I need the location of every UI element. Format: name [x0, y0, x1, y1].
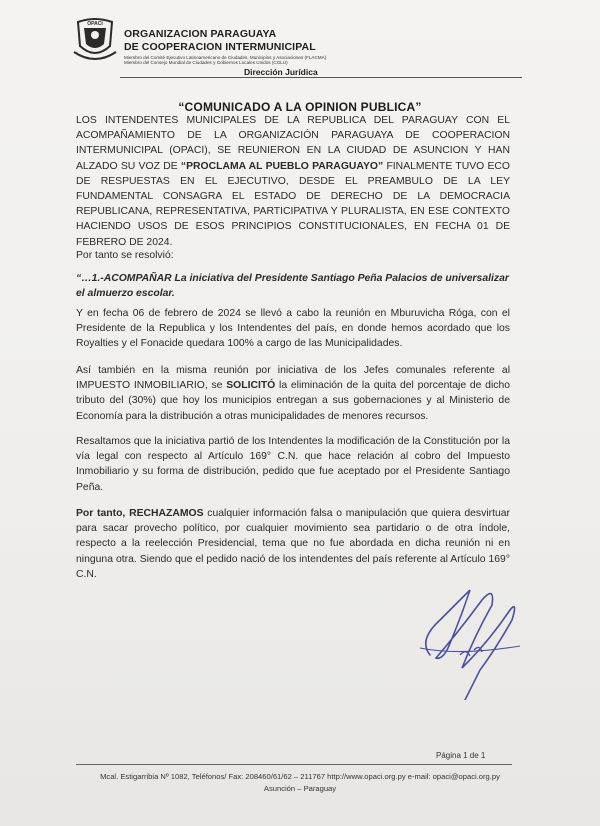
organization-memberships [124, 55, 326, 66]
opaci-logo [70, 16, 120, 64]
page-number: Página 1 de 1 [436, 751, 486, 760]
intro-paragraph [76, 113, 510, 250]
header-divider [120, 77, 522, 78]
intro-text: LOS INTENDENTES MUNICIPALES DE LA REPUBLICA DEL PARAGUAY CON EL ACOMPAÑAMIENTO DE LA ORGANIZACIÓN PARAGUAYA DE COOPERACION INTERMUNICIPAL (OPACI), SE REUNIERON EN LA CIUDAD DE ASUNCION Y HAN ALZADO SU VOZ DE [76, 115, 510, 172]
organization-name [124, 28, 316, 54]
footer-divider [76, 764, 512, 765]
logo-text: OPACI [87, 21, 103, 27]
signature-image [400, 560, 540, 700]
p4-text: cualquier información falsa o manipulación que quiera desvirtuar para sacar provecho político, por cualquier movimiento sea partidario o de otra índole, respecto a la reelección Presidencial, tema que no fue abordada en dicha reunión ni en ninguna otra. Siendo que el pedido nació de los intendentes del país referente al Artículo 169° C.N. [76, 508, 510, 580]
document-title: “COMUNICADO A LA OPINION PUBLICA” [178, 100, 422, 114]
p2-solicited: SOLICITÓ [226, 380, 276, 392]
intro-proclamation: “PROCLAMA AL PUEBLO PARAGUAYO” [180, 160, 384, 172]
member-line-1: Miembro del Comité Ejecutivo Latinoamericano de Ciudades, Municipios y Asociaciones (FLACMA) [124, 55, 327, 60]
paragraph-property-tax [76, 363, 510, 424]
p2-text-b: la eliminación de la quita del porcentaje de dicho tributo del (30%) que hoy los municipios entregan a sus gobernaciones y al Ministerio de Economía para la distribución a otras municipalidades de menores recursos. [76, 380, 511, 422]
resolved-heading: Por tanto se resolvió: [76, 250, 174, 261]
p4-therefore: Por tanto, [76, 508, 126, 519]
paragraph-constitution: Resaltamos que la iniciativa partió de los Intendentes la modificación de la Constitución por la vía legal con respecto al Artículo 169° C.N. que hace relación al cobro del Impuesto Inmobiliario y su forma de distribución, pedido que fue aceptado por el Presidente Santiago Peña. [76, 436, 510, 493]
department-label: Dirección Jurídica [244, 67, 318, 77]
footer-city: Asunción – Paraguay [263, 784, 337, 793]
member-line-2: Miembro del Consejo Mundial de Ciudades y Gobiernos Locales Unidos (CGLU) [124, 60, 288, 66]
p2-text-a: Así también en la misma reunión por iniciativa de los Jefes comunales referente al IMPUESTO INMOBILIARIO, se [76, 365, 510, 392]
intro-text-rest: FINALMENTE TUVO ECO DE RESPUESTAS EN EL EJECUTIVO, DESDE EL PREAMBULO DE LA LEY FUNDAMENTAL CONSAGRA EL ESTADO DE DERECHO DE LA DEMOCRACIA REPUBLICANA, REPRESENTATIVA, PARTICIPATIVA Y PLURALISTA, EN ESE CONTEXTO HACIENDO USOS DE ESOS PRINCIPIOS CONSTITUCIONALES, EN FECHA 01 DE FEBRERO DE 2024. [76, 160, 511, 248]
footer-address: Mcal. Estigarribia Nº 1082, Teléfonos/ Fax: 208460/61/62 – 211767 http://www.opaci.org.py e-mail: opaci@opaci.org.py [100, 772, 500, 781]
org-name-line-1: ORGANIZACION PARAGUAYA [124, 28, 277, 40]
resolution-point-1: “…1.-ACOMPAÑAR La iniciativa del Presidente Santiago Peña Palacios de universalizar el almuerzo escolar. [76, 273, 509, 300]
org-name-line-2: DE COOPERACION INTERMUNICIPAL [124, 41, 316, 53]
paragraph-meeting: Y en fecha 06 de febrero de 2024 se llevó a cabo la reunión en Mburuvicha Róga, con el Presidente de la Republica y los Intendentes del país, en donde hemos acordado que los Royalties y el Fonacide quedara 100% a cargo de las Municipalidades. [76, 308, 510, 350]
p4-reject: RECHAZAMOS [129, 508, 204, 519]
